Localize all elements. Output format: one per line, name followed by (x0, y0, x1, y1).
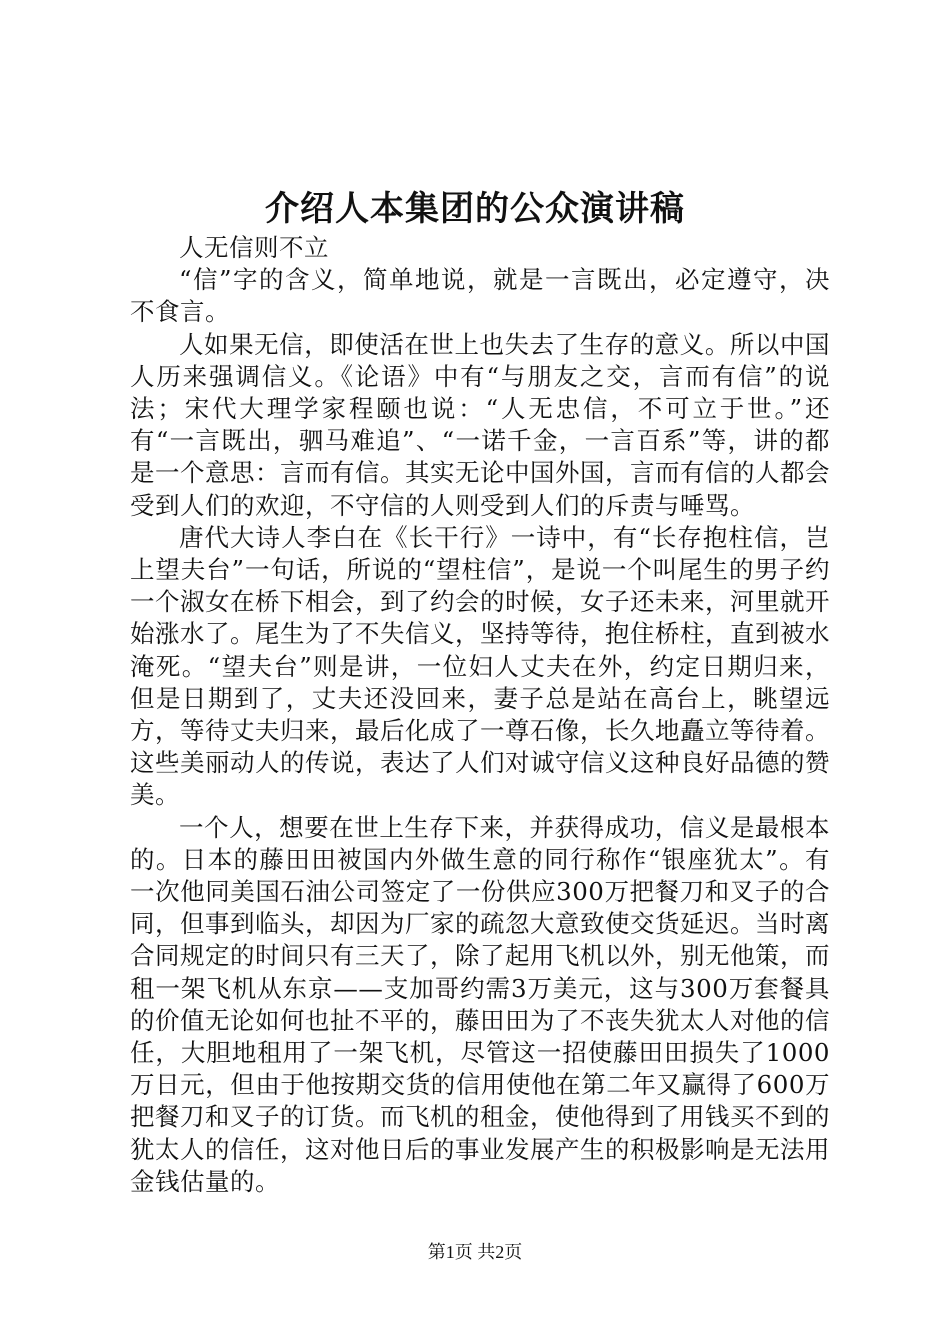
paragraph: 唐代大诗人李白在《长干行》一诗中，有“长存抱柱信，岂上望夫台”一句话，所说的“望柱信”，是说一个叫尾生的男子约一个淑女在桥下相会，到了约会的时候，女子还未来，河里就开始涨水了。尾生为了不失信义，坚持等待，抱住桥柱，直到被水淹死。“望夫台”则是讲，一位妇人丈夫在外，约定日期归来，但是日期到了，丈夫还没回来，妻子总是站在高台上，眺望远方，等待丈夫归来，最后化成了一尊石像，长久地矗立等待着。这些美丽动人的传说，表达了人们对诚守信义这种良好品德的赞美。 (130, 522, 830, 810)
paragraph: 人如果无信，即使活在世上也失去了生存的意义。所以中国人历来强调信义。《论语》中有“与朋友之交，言而有信”的说法；宋代大理学家程颐也说：“人无忠信，不可立于世。”还有“一言既出，驷马难追”、“一诺千金，一言百系”等，讲的都是一个意思：言而有信。其实无论中国外国，言而有信的人都会受到人们的欢迎，不守信的人则受到人们的斥责与唾骂。 (130, 329, 830, 520)
page-footer: 第1页 共2页 (427, 1242, 523, 1262)
paragraph: 人无信则不立 (179, 233, 329, 262)
document-body (130, 232, 830, 1198)
page-title: 介绍人本集团的公众演讲稿 (265, 189, 685, 229)
paragraph: “信”字的含义，简单地说，就是一言既出，必定遵守，决不食言。 (130, 265, 830, 327)
paragraph: 一个人，想要在世上生存下来，并获得成功，信义是最根本的。日本的藤田田被国内外做生意的同行称作“银座犹太”。有一次他同美国石油公司签定了一份供应300万把餐刀和叉子的合同，但事到临头，却因为厂家的疏忽大意致使交货延迟。当时离合同规定的时间只有三天了，除了起用飞机以外，别无他策，而租一架飞机从东京——支加哥约需3万美元，这与300万套餐具的价值无论如何也扯不平的，藤田田为了不丧失犹太人对他的信任，大胆地租用了一架飞机，尽管这一招使藤田田损失了1000万日元，但由于他按期交货的信用使他在第二年又赢得了600万把餐刀和叉子的订货。而飞机的租金，使他得到了用钱买不到的犹太人的信任，这对他日后的事业发展产生的积极影响是无法用金钱估量的。 (130, 812, 830, 1196)
